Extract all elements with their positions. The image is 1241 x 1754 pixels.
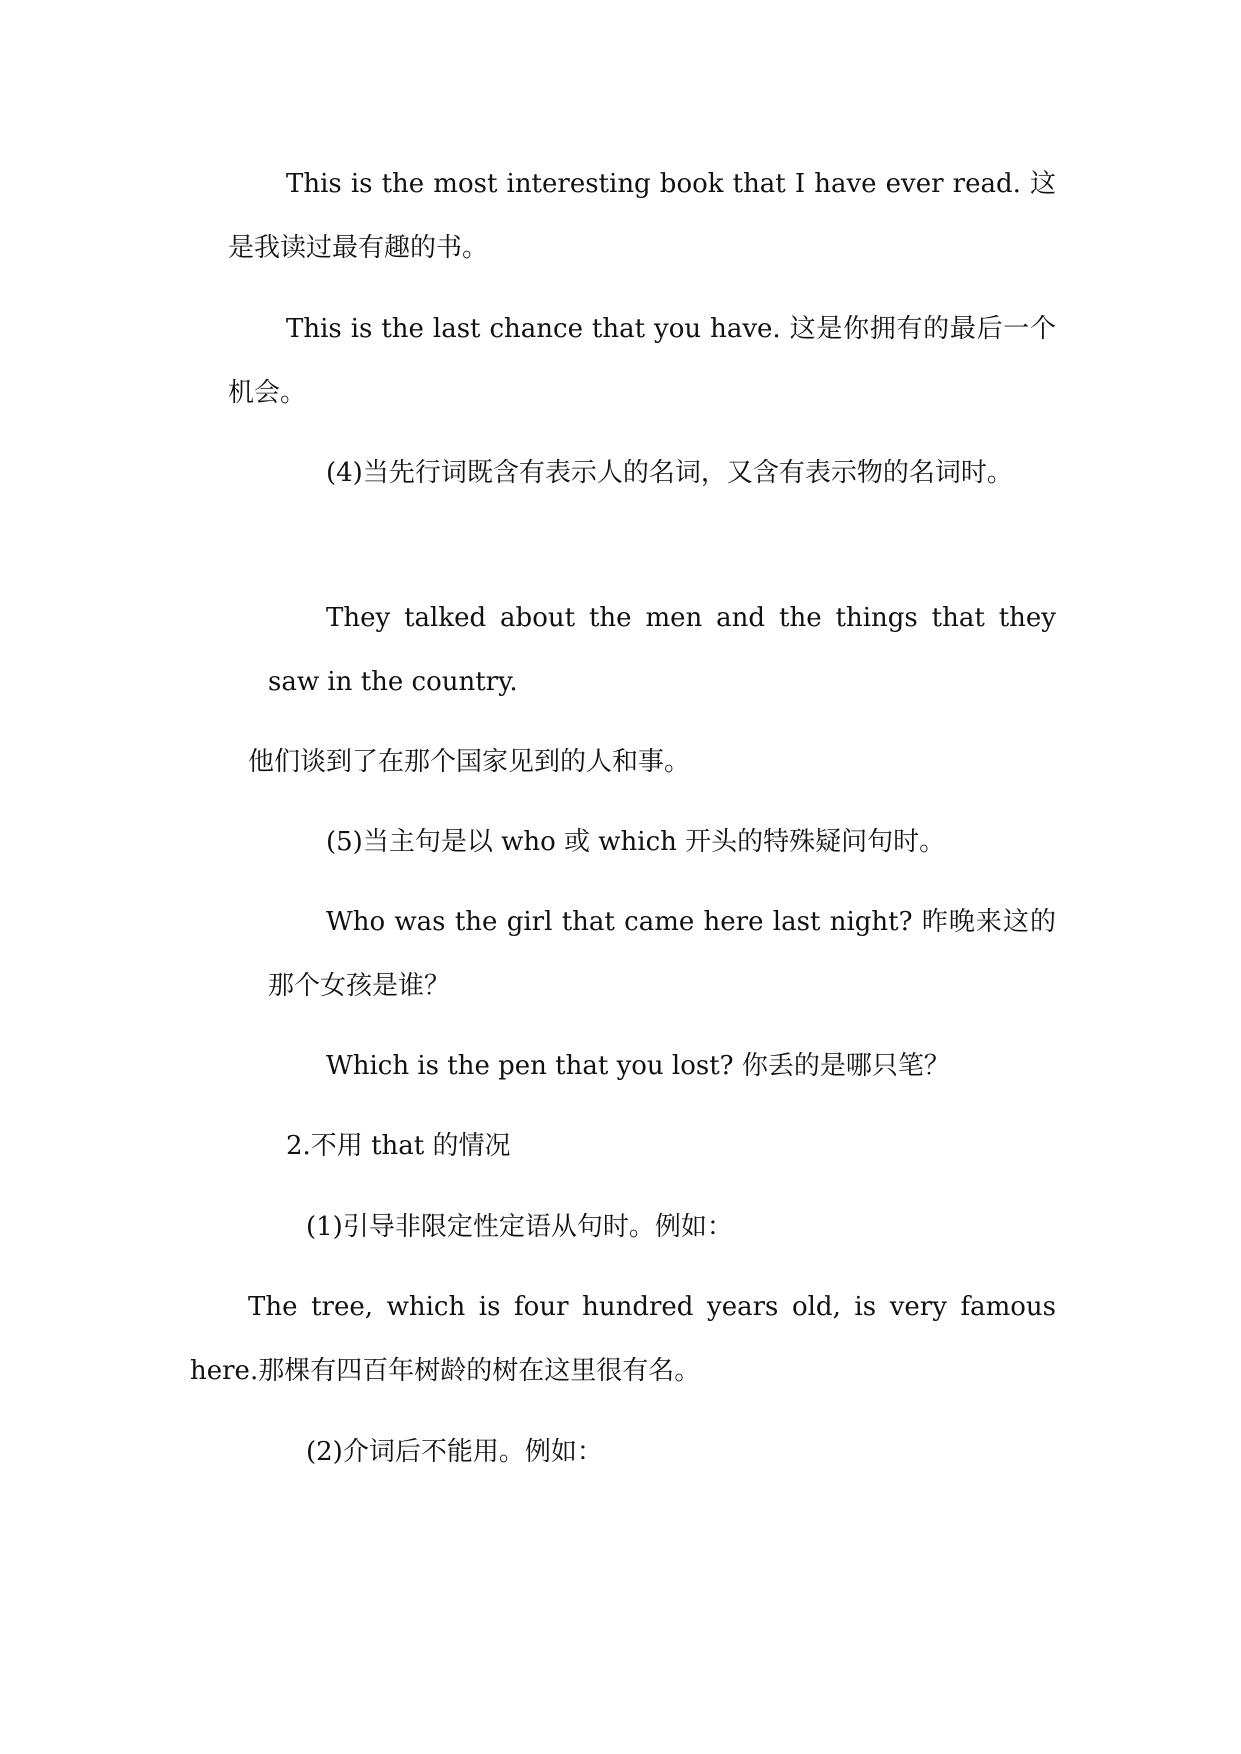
- example-sentence-girl: Who was the girl that came here last night? 昨晚来这的那个女孩是谁？: [268, 907, 1056, 1001]
- translation-men-and-things: 他们谈到了在那个国家见到的人和事。: [248, 747, 691, 777]
- rule-5-heading: (5)当主句是以 who 或 which 开头的特殊疑问句时。: [326, 827, 946, 857]
- rule-4-heading: (4)当先行词既含有表示人的名词，又含有表示物的名词时。: [326, 458, 1013, 488]
- example-sentence-tree: The tree, which is four hundred years old, is very famous here.那棵有四百年树龄的树在这里很有名。: [190, 1292, 1056, 1386]
- example-sentence-men-and-things: They talked about the men and the things that they saw in the country.: [268, 603, 1056, 697]
- example-sentence-pen: Which is the pen that you lost? 你丢的是哪只笔？: [326, 1051, 950, 1081]
- example-sentence-interesting-book: This is the most interesting book that I have ever read. 这是我读过最有趣的书。: [228, 169, 1056, 263]
- example-sentence-last-chance: This is the last chance that you have. 这是你拥有的最后一个机会。: [228, 314, 1056, 408]
- section-2-heading: 2.不用 that 的情况: [286, 1131, 511, 1161]
- rule-1-heading: (1)引导非限定性定语从句时。例如：: [306, 1212, 733, 1242]
- rule-2-heading: (2)介词后不能用。例如：: [306, 1437, 603, 1467]
